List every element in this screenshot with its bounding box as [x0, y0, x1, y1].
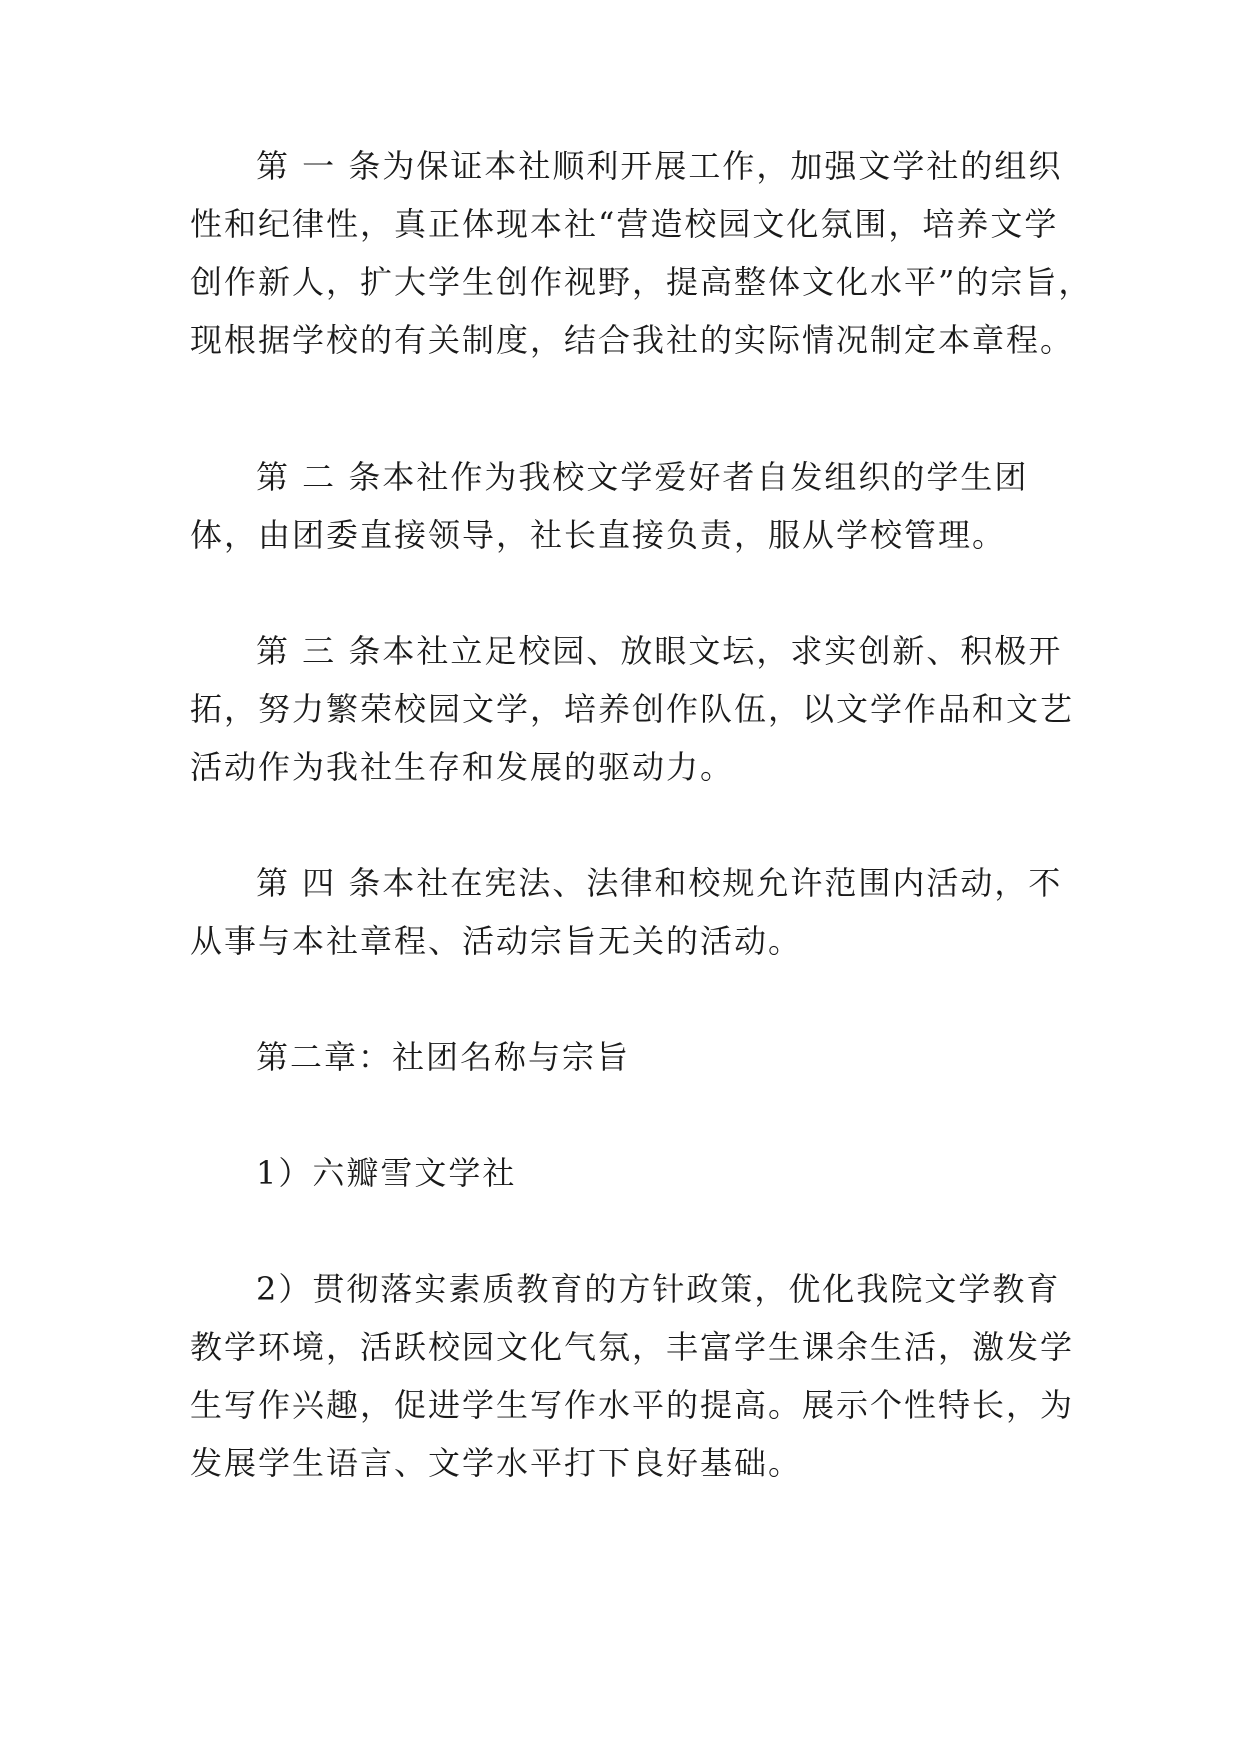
paragraph-line: 活动作为我社生存和发展的驱动力。: [190, 748, 735, 786]
paragraph-line: 从事与本社章程、活动宗旨无关的活动。: [190, 922, 803, 960]
paragraph-line: 第 一 条为保证本社顺利开展工作，加强文学社的组织: [256, 147, 1063, 185]
paragraph-line: 教学环境，活跃校园文化气氛，丰富学生课余生活，激发学: [190, 1328, 1075, 1366]
paragraph-line: 创作新人，扩大学生创作视野，提高整体文化水平”的宗旨，: [190, 263, 1093, 301]
paragraph-line: 2）贯彻落实素质教育的方针政策，优化我院文学教育: [256, 1270, 1061, 1308]
paragraph-line: 1）六瓣雪文学社: [256, 1154, 517, 1192]
paragraph-line: 拓，努力繁荣校园文学，培养创作队伍，以文学作品和文艺: [190, 690, 1075, 728]
paragraph-line: 性和纪律性，真正体现本社“营造校园文化氛围，培养文学: [190, 205, 1059, 243]
paragraph-line: 发展学生语言、文学水平打下良好基础。: [190, 1444, 803, 1482]
paragraph-line: 体，由团委直接领导，社长直接负责，服从学校管理。: [190, 516, 1007, 554]
paragraph-line: 第 二 条本社作为我校文学爱好者自发组织的学生团: [256, 458, 1029, 496]
paragraph-line: 第 四 条本社在宪法、法律和校规允许范围内活动，不: [256, 864, 1063, 902]
paragraph-line: 第 三 条本社立足校园、放眼文坛，求实创新、积极开: [256, 632, 1063, 670]
paragraph-line: 现根据学校的有关制度，结合我社的实际情况制定本章程。: [190, 321, 1075, 359]
paragraph-line: 生写作兴趣，促进学生写作水平的提高。展示个性特长，为: [190, 1386, 1075, 1424]
chapter-heading-line: 第二章：社团名称与宗旨: [256, 1038, 631, 1076]
